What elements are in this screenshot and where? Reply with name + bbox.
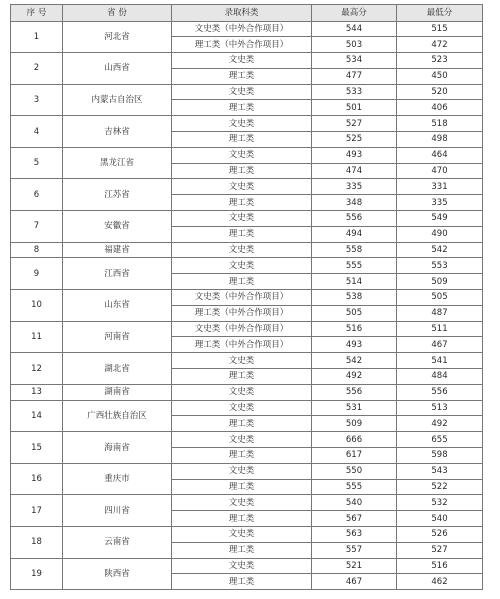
table-row (11, 242, 483, 258)
serial-number-cell: 16 (11, 463, 63, 495)
serial-number-cell: 14 (11, 400, 63, 432)
category-cell: 文史类 (172, 432, 312, 448)
province-cell: 广西壮族自治区 (63, 400, 172, 432)
table-row (11, 84, 483, 100)
province-cell: 云南省 (63, 527, 172, 559)
category-cell: 文史类 (172, 463, 312, 479)
highest-score-cell: 492 (312, 369, 397, 385)
province-cell: 湖北省 (63, 353, 172, 385)
province-cell: 福建省 (63, 242, 172, 258)
table-row (11, 53, 483, 69)
lowest-score-cell: 331 (397, 179, 483, 195)
category-cell: 理工类（中外合作项目） (172, 337, 312, 353)
serial-number-cell: 3 (11, 84, 63, 116)
table-body (11, 21, 483, 590)
table-row (11, 290, 483, 306)
table-row (11, 321, 483, 337)
province-cell: 安徽省 (63, 211, 172, 243)
lowest-score-cell: 450 (397, 68, 483, 84)
lowest-score-cell: 526 (397, 527, 483, 543)
highest-score-cell: 556 (312, 384, 397, 400)
lowest-score-cell: 406 (397, 100, 483, 116)
highest-score-cell: 467 (312, 574, 397, 590)
header-highest-score: 最高分 (312, 5, 397, 22)
category-cell: 理工类 (172, 511, 312, 527)
category-cell: 文史类 (172, 353, 312, 369)
highest-score-cell: 494 (312, 226, 397, 242)
category-cell: 理工类 (172, 226, 312, 242)
highest-score-cell: 525 (312, 132, 397, 148)
category-cell: 文史类 (172, 116, 312, 132)
category-cell: 理工类 (172, 479, 312, 495)
lowest-score-cell: 523 (397, 53, 483, 69)
category-cell: 文史类 (172, 147, 312, 163)
serial-number-cell: 11 (11, 321, 63, 353)
category-cell: 文史类 (172, 84, 312, 100)
province-cell: 陕西省 (63, 558, 172, 590)
highest-score-cell: 348 (312, 195, 397, 211)
lowest-score-cell: 520 (397, 84, 483, 100)
highest-score-cell: 509 (312, 416, 397, 432)
lowest-score-cell: 541 (397, 353, 483, 369)
category-cell: 文史类（中外合作项目） (172, 21, 312, 37)
score-table-sheet (10, 4, 483, 590)
category-cell: 理工类 (172, 274, 312, 290)
highest-score-cell: 558 (312, 242, 397, 258)
lowest-score-cell: 505 (397, 290, 483, 306)
category-cell: 文史类 (172, 558, 312, 574)
table-row (11, 21, 483, 37)
lowest-score-cell: 472 (397, 37, 483, 53)
category-cell: 理工类 (172, 132, 312, 148)
category-cell: 文史类 (172, 53, 312, 69)
lowest-score-cell: 553 (397, 258, 483, 274)
highest-score-cell: 521 (312, 558, 397, 574)
highest-score-cell: 501 (312, 100, 397, 116)
province-cell: 黑龙江省 (63, 147, 172, 179)
highest-score-cell: 567 (312, 511, 397, 527)
table-row (11, 258, 483, 274)
header-province: 省 份 (63, 5, 172, 22)
province-cell: 河北省 (63, 21, 172, 53)
highest-score-cell: 474 (312, 163, 397, 179)
category-cell: 理工类 (172, 100, 312, 116)
highest-score-cell: 534 (312, 53, 397, 69)
lowest-score-cell: 470 (397, 163, 483, 179)
highest-score-cell: 555 (312, 479, 397, 495)
category-cell: 理工类 (172, 542, 312, 558)
category-cell: 文史类 (172, 495, 312, 511)
category-cell: 文史类 (172, 400, 312, 416)
category-cell: 理工类 (172, 416, 312, 432)
category-cell: 理工类 (172, 163, 312, 179)
serial-number-cell: 5 (11, 147, 63, 179)
lowest-score-cell: 515 (397, 21, 483, 37)
serial-number-cell: 7 (11, 211, 63, 243)
highest-score-cell: 477 (312, 68, 397, 84)
highest-score-cell: 666 (312, 432, 397, 448)
lowest-score-cell: 556 (397, 384, 483, 400)
lowest-score-cell: 335 (397, 195, 483, 211)
lowest-score-cell: 492 (397, 416, 483, 432)
province-cell: 山东省 (63, 290, 172, 322)
table-row (11, 116, 483, 132)
highest-score-cell: 542 (312, 353, 397, 369)
category-cell: 文史类 (172, 258, 312, 274)
highest-score-cell: 557 (312, 542, 397, 558)
serial-number-cell: 19 (11, 558, 63, 590)
serial-number-cell: 10 (11, 290, 63, 322)
lowest-score-cell: 464 (397, 147, 483, 163)
lowest-score-cell: 598 (397, 448, 483, 464)
category-cell: 理工类（中外合作项目） (172, 37, 312, 53)
category-cell: 理工类 (172, 68, 312, 84)
table-row (11, 353, 483, 369)
lowest-score-cell: 484 (397, 369, 483, 385)
highest-score-cell: 493 (312, 147, 397, 163)
table-row (11, 463, 483, 479)
serial-number-cell: 18 (11, 527, 63, 559)
serial-number-cell: 8 (11, 242, 63, 258)
table-row (11, 179, 483, 195)
category-cell: 文史类 (172, 211, 312, 227)
highest-score-cell: 335 (312, 179, 397, 195)
province-cell: 山西省 (63, 53, 172, 85)
table-row (11, 558, 483, 574)
category-cell: 文史类 (172, 384, 312, 400)
lowest-score-cell: 655 (397, 432, 483, 448)
lowest-score-cell: 498 (397, 132, 483, 148)
highest-score-cell: 555 (312, 258, 397, 274)
serial-number-cell: 1 (11, 21, 63, 53)
lowest-score-cell: 527 (397, 542, 483, 558)
province-cell: 重庆市 (63, 463, 172, 495)
serial-number-cell: 15 (11, 432, 63, 464)
category-cell: 理工类 (172, 195, 312, 211)
lowest-score-cell: 522 (397, 479, 483, 495)
lowest-score-cell: 513 (397, 400, 483, 416)
highest-score-cell: 540 (312, 495, 397, 511)
highest-score-cell: 550 (312, 463, 397, 479)
province-cell: 江西省 (63, 258, 172, 290)
serial-number-cell: 9 (11, 258, 63, 290)
lowest-score-cell: 532 (397, 495, 483, 511)
province-cell: 河南省 (63, 321, 172, 353)
highest-score-cell: 538 (312, 290, 397, 306)
province-cell: 海南省 (63, 432, 172, 464)
lowest-score-cell: 516 (397, 558, 483, 574)
category-cell: 文史类（中外合作项目） (172, 290, 312, 306)
highest-score-cell: 533 (312, 84, 397, 100)
admission-score-table (10, 4, 483, 590)
highest-score-cell: 514 (312, 274, 397, 290)
table-row (11, 147, 483, 163)
highest-score-cell: 544 (312, 21, 397, 37)
category-cell: 文史类 (172, 179, 312, 195)
table-row (11, 527, 483, 543)
serial-number-cell: 4 (11, 116, 63, 148)
lowest-score-cell: 487 (397, 305, 483, 321)
lowest-score-cell: 490 (397, 226, 483, 242)
category-cell: 文史类 (172, 527, 312, 543)
header-serial-number: 序 号 (11, 5, 63, 22)
serial-number-cell: 2 (11, 53, 63, 85)
highest-score-cell: 527 (312, 116, 397, 132)
category-cell: 理工类 (172, 369, 312, 385)
province-cell: 江苏省 (63, 179, 172, 211)
table-row (11, 432, 483, 448)
table-header (11, 5, 483, 22)
category-cell: 理工类 (172, 448, 312, 464)
lowest-score-cell: 542 (397, 242, 483, 258)
category-cell: 文史类（中外合作项目） (172, 321, 312, 337)
category-cell: 理工类 (172, 574, 312, 590)
highest-score-cell: 493 (312, 337, 397, 353)
highest-score-cell: 516 (312, 321, 397, 337)
lowest-score-cell: 462 (397, 574, 483, 590)
highest-score-cell: 505 (312, 305, 397, 321)
province-cell: 吉林省 (63, 116, 172, 148)
lowest-score-cell: 518 (397, 116, 483, 132)
lowest-score-cell: 549 (397, 211, 483, 227)
table-row (11, 495, 483, 511)
highest-score-cell: 617 (312, 448, 397, 464)
lowest-score-cell: 467 (397, 337, 483, 353)
header-row (11, 5, 483, 22)
lowest-score-cell: 543 (397, 463, 483, 479)
table-row (11, 400, 483, 416)
serial-number-cell: 12 (11, 353, 63, 385)
province-cell: 湖南省 (63, 384, 172, 400)
serial-number-cell: 13 (11, 384, 63, 400)
lowest-score-cell: 511 (397, 321, 483, 337)
header-admission-category: 录取科类 (172, 5, 312, 22)
lowest-score-cell: 509 (397, 274, 483, 290)
lowest-score-cell: 540 (397, 511, 483, 527)
highest-score-cell: 503 (312, 37, 397, 53)
province-cell: 内蒙古自治区 (63, 84, 172, 116)
header-lowest-score: 最低分 (397, 5, 483, 22)
highest-score-cell: 556 (312, 211, 397, 227)
category-cell: 理工类（中外合作项目） (172, 305, 312, 321)
highest-score-cell: 531 (312, 400, 397, 416)
category-cell: 文史类 (172, 242, 312, 258)
table-row (11, 384, 483, 400)
table-row (11, 211, 483, 227)
serial-number-cell: 6 (11, 179, 63, 211)
highest-score-cell: 563 (312, 527, 397, 543)
serial-number-cell: 17 (11, 495, 63, 527)
province-cell: 四川省 (63, 495, 172, 527)
